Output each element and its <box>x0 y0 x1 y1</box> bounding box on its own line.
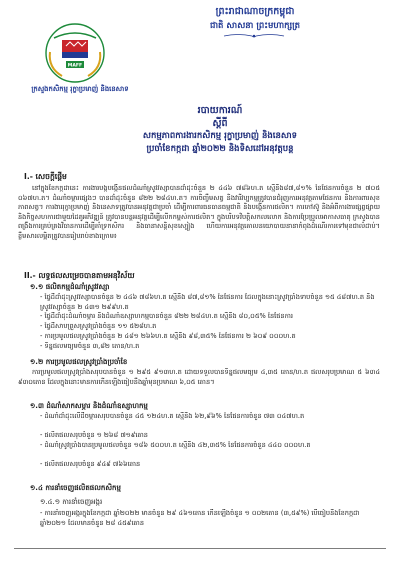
ministry-logo-icon <box>44 22 106 84</box>
logo-text: MAFF <box>67 63 83 69</box>
bullet-upland-area: - ដំណាំដាំដុះលើដីចម្ការសរុបបានចំនួន ៤៥ ១២៤ហ.ត ស្មើនឹង ៦២,៩៦% នៃផែនការចំនួន ៧៣ ០៤៧ហ.ត <box>40 412 305 420</box>
introduction-paragraph: នៅក្នុងខែកក្កដានេះ ការងារបង្កបង្កើនផលដំណាំស្រូវវស្សាបានដាំដុះចំនួន ២ ៤៤៦ ៧៨៦ហ.ត ស្មើនឹង៨៧,៨១% នៃផែនការចំនួន ២ ៧០៥ ០៦៧ហ.ត។ ដំណាំចម្ការផ្សេងៗ បានដាំដុះចំនួន ៨២២ ២៨៤ហ.ត។ ការចិញ្ចឹមសត្វ និងវារីវប្បកម្មត្រូវបានជំរុញការអនុវត្តតាមផែនការ និងការពារសុខភាពសត្វ។ ការងាររុក្ខាប្រមាញ់ និងនេសាទត្រូវបានអនុវត្តជាប្រចាំ ដើម្បីការពារធនធានធម្មជាតិ និងបង្កើនការផលិត។ ការកៅស៊ូ និងអំពីការងារផ្សព្វផ្សាយ និងកិច្ចសហការជាមួយដៃគូអភិវឌ្ឍន៍ ត្រូវបានបន្តអនុវត្តដើម្បីលើកកម្ពស់ការផលិត។ ក្នុងបរិបទវិបត្តិសកលលោក និងការប្រែប្រួលអាកាសធាតុ ក្រសួងបានពង្រឹងការគ្រប់គ្រងវិធានការដើម្បីគាំទ្រកសិករ និងធានាសន្តិសុខស្បៀង ហើយការអនុវត្តគោលនយោបាយនានាកំពុងដំណើរការទៅមុខជាលំដាប់។ ខ្លឹមសារលម្អិតត្រូវបានរៀបរាប់ខាងក្រោម៖ <box>18 184 380 240</box>
harvest-paragraph: ការប្រមូលផលស្រូវប្រាំងសរុបបានចំនួន ១ ២៩៥ ៩១៣ហ.ត ដោយទទួលបានទិន្នផលមធ្យម ៤,៣៥ តោន/ហ.ត ផលសរុបប្រមាណ ៥ ៦៣៤ ៩៣០តោន ដែលក្នុងនោះមានការកើនឡើងធៀបនឹងឆ្នាំមុនប្រមាណ ៦,០៥ តោន។ <box>18 368 380 386</box>
section-1-3-heading: ១.៣ ដំណាំសាកសម្ភារ និងដំណាំឧស្សាហកម្ម <box>30 402 148 410</box>
title-line-subject: សកម្មភាពការងារកសិកម្ម រុក្ខាប្រមាញ់ និងនេសាទ <box>142 131 298 141</box>
bullet-rice-area: - ផ្ទៃដីដាំដុះស្រូវវស្សាបានចំនួន ២ ៤៤៦ ៧៨៦ហ.ត ស្មើនឹង ៨៧,៨១% នៃផែនការ ដែលក្នុងនោះស្រូវប្រាំងទាបចំនួន ១៥ ៤៨៧ហ.ត និងស្រូវវស្សាចំនួន ២ ៤៣១ ២៩៩ហ.ត <box>40 293 375 311</box>
bullet-text: ទិន្នផលមធ្យមចំនួន ៣,៨២ តោន/ហ.ត <box>44 342 140 350</box>
bullet-industrial-output: - ផលិតផលសរុបចំនួន ៩៤៩ ៧៦៦តោន <box>40 460 141 468</box>
bullet-dry-rice: - ផ្ទៃដីសាបព្រួសស្រូវប្រាំងចំនួន ១១ ៥២៨ហ.ត <box>40 322 157 330</box>
section-1-1-heading: ១.១ ផលិតកម្មដំណាំស្រូវវស្សា <box>30 283 110 291</box>
bullet-text: ផ្ទៃដីដាំដុះដំណាំចម្ការ និងដំណាំឧស្សាហកម្មបានចំនួន ៨២២ ២៨៤ហ.ត ស្មើនឹង ៨០,០៥% នៃផែនការ <box>44 312 293 320</box>
bullet-text: ផលិតផលសរុបចំនួន ១ ២៦៨ ៧១៩តោន <box>44 431 148 439</box>
report-title <box>100 104 340 156</box>
bullet-harvest: - ការប្រមូលផលស្រូវប្រាំងចំនួន ២ ៤៨១ ២៦៦ហ.ត ស្មើនឹង ៩៨,៣៥% នៃផែនការ ២ ៦០៩ ០០០ហ.ត <box>40 332 296 340</box>
section-2-heading: II.- លទ្ធផលសម្រេចបានតាមអនុវិស័យ <box>24 271 135 280</box>
bullet-text: ផលិតផលសរុបចំនួន ៩៤៩ ៧៦៦តោន <box>44 460 141 468</box>
ministry-name: ក្រសួងកសិកម្ម រុក្ខាប្រមាញ់ និងនេសាទ <box>31 85 129 93</box>
title-line-on: ស្តីពី <box>212 118 228 129</box>
national-motto: ជាតិ សាសនា ព្រះមហាក្សត្រ <box>209 21 301 31</box>
bullet-text: ដំណាំស្រូវប្រាំងបានប្រមូលផលចំនួន ១៨៦ ៥០០ហ.ត ស្មើនឹង ៤២,៣៥% នៃផែនការចំនួន ៤៤០ ០០០ហ.ត <box>44 441 311 449</box>
bullet-upland-output: - ផលិតផលសរុបចំនួន ១ ២៦៨ ៧១៩តោន <box>40 431 148 439</box>
section-1-heading: I.- សេចក្តីផ្តើម <box>24 172 67 181</box>
bullet-industrial-area: - ដំណាំស្រូវប្រាំងបានប្រមូលផលចំនួន ១៨៦ ៥០០ហ.ត ស្មើនឹង ៤២,៣៥% នៃផែនការចំនួន ៤៤០ ០០០ហ.ត <box>40 441 311 449</box>
bullet-text: ដំណាំដាំដុះលើដីចម្ការសរុបបានចំនួន ៤៥ ១២៤ហ.ត ស្មើនឹង ៦២,៩៦% នៃផែនការចំនួន ៧៣ ០៤៧ហ.ត <box>44 412 305 420</box>
title-line-report: របាយការណ៍ <box>197 105 243 116</box>
section-1-2-heading: ១.២ ការប្រមូលផលស្រូវប្រាំងប្រចាំខែ <box>30 358 128 366</box>
rice-export-paragraph: - ការនាំចេញអង្ករក្នុងខែកក្កដា ឆ្នាំ២០២២ មានចំនួន ២៩ ៤៦១តោន កើនឡើងចំនួន ១ ០០២តោន (៣,៥៩%) បើធៀបនឹងខែកក្កដា ឆ្នាំ២០២១ ដែលមានចំនួន ២៨ ៤៥៩តោន <box>40 509 360 527</box>
motto-ornament-icon <box>222 33 286 39</box>
bullet-text: ផ្ទៃដីដាំដុះស្រូវវស្សាបានចំនួន ២ ៤៤៦ ៧៨៦ហ.ត ស្មើនឹង ៨៧,៨១% នៃផែនការ ដែលក្នុងនោះស្រូវប្រាំងទាបចំនួន ១៥ ៤៨៧ហ.ត និងស្រូវវស្សាចំនួន ២ ៤៣១ ២៩៩ហ.ត <box>40 293 375 311</box>
section-1-4-1-heading: ១.៤.១ ការនាំចេញអង្ករ <box>40 498 103 506</box>
bullet-text: ការនាំចេញអង្ករក្នុងខែកក្កដា ឆ្នាំ២០២២ មានចំនួន ២៩ ៤៦១តោន កើនឡើងចំនួន ១ ០០២តោន (៣,៥៩%) បើធៀបនឹងខែកក្កដា ឆ្នាំ២០២១ ដែលមានចំនួន ២៨ ៤៥៩តោន <box>40 509 360 527</box>
section-1-4-heading: ១.៤ ការនាំចេញផលិតផលកសិកម្ម <box>30 484 121 492</box>
bullet-text: ផ្ទៃដីសាបព្រួសស្រូវប្រាំងចំនួន ១១ ៥២៨ហ.ត <box>44 322 157 330</box>
footer-divider <box>14 548 386 549</box>
bullet-crop-area: - ផ្ទៃដីដាំដុះដំណាំចម្ការ និងដំណាំឧស្សាហកម្មបានចំនួន ៨២២ ២៨៤ហ.ត ស្មើនឹង ៨០,០៥% នៃផែនការ <box>40 312 293 320</box>
kingdom-heading: ព្រះរាជាណាចក្រកម្ពុជា <box>215 6 295 17</box>
title-line-period: ប្រចាំខែកក្កដា ឆ្នាំ២០២២ និងទិសដៅអនុវត្តបន្ត <box>146 144 294 154</box>
bullet-yield: - ទិន្នផលមធ្យមចំនួន ៣,៨២ តោន/ហ.ត <box>40 342 140 350</box>
bullet-text: ការប្រមូលផលស្រូវប្រាំងចំនួន ២ ៤៨១ ២៦៦ហ.ត ស្មើនឹង ៩៨,៣៥% នៃផែនការ ២ ៦០៩ ០០០ហ.ត <box>44 332 296 340</box>
